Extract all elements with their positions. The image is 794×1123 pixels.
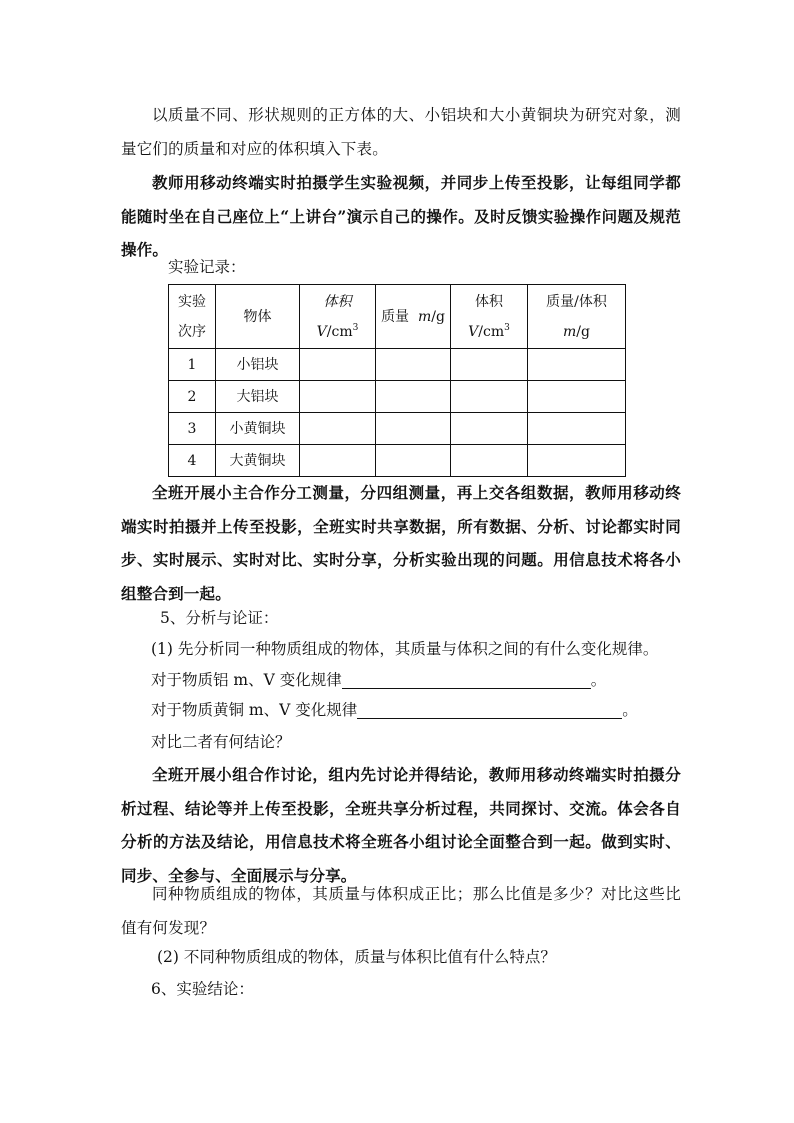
brass-rule-line: 对于物质黄铜 m、V 变化规律 。	[151, 701, 638, 719]
header-volume-2: 体积 $V/cm^3$	[451, 285, 528, 349]
aluminum-rule-line: 对于物质铝 m、V 变化规律 。	[151, 671, 607, 689]
answer-blank[interactable]	[342, 670, 591, 689]
paragraph-proportional: 同种物质组成的物体，其质量与体积成正比；那么比值是多少？对比这些比值有何发现？	[121, 885, 681, 937]
compare-question: 对比二者有何结论？	[151, 733, 291, 751]
paragraph-teacher-video: 教师用移动终端实时拍摄学生实验视频，并同步上传至投影，让每组同学都能随时坐在自己座位上“上讲台”演示自己的操作。及时反馈实验操作问题及规范操作。	[121, 173, 681, 259]
table-header-row	[169, 285, 626, 349]
table-row: 1 小铝块	[169, 349, 626, 381]
table-row: 3 小黄铜块	[169, 413, 626, 445]
header-volume-1: 体积 $V/cm^3$	[300, 285, 376, 349]
experiment-record-table	[168, 284, 626, 477]
paragraph-group-discussion: 全班开展小组合作讨论，组内先讨论并得结论，教师用移动终端实时拍摄分析过程、结论等并上传至投影，全班共享分析过程，共同探讨、交流。体会各自分析的方法及结论，用信息技术将全班各小组讨论全面整合到一起。做到实时、同步、全参与、全面展示与分享。	[121, 765, 681, 885]
section-5-heading: 5、分析与论证：	[160, 609, 279, 627]
table-row: 4 大黄铜块	[169, 445, 626, 477]
header-mass: 质量 m/g	[376, 285, 451, 349]
table-row: 2 大铝块	[169, 381, 626, 413]
question-2: (2) 不同种物质组成的物体，质量与体积比值有什么特点？	[157, 948, 556, 966]
record-label: 实验记录：	[168, 258, 246, 276]
answer-blank[interactable]	[357, 700, 622, 719]
question-1: (1) 先分析同一种物质组成的物体，其质量与体积之间的有什么变化规律。	[151, 640, 659, 658]
section-6-heading: 6、实验结论：	[151, 980, 254, 998]
paragraph-intro: 以质量不同、形状规则的正方体的大、小铝块和大小黄铜块为研究对象，测量它们的质量和对应的体积填入下表。	[121, 106, 681, 158]
header-mass-volume-ratio: 质量/体积 m/g	[528, 285, 626, 349]
header-order: 实验 次序	[169, 285, 216, 349]
header-object: 物体	[216, 285, 300, 349]
paragraph-group-measurement: 全班开展小主合作分工测量，分四组测量，再上交各组数据，教师用移动终端实时拍摄并上传至投影，全班实时共享数据，所有数据、分析、讨论都实时同步、实时展示、实时对比、实时分享，分析实验出现的问题。用信息技术将各小组整合到一起。	[121, 483, 681, 603]
